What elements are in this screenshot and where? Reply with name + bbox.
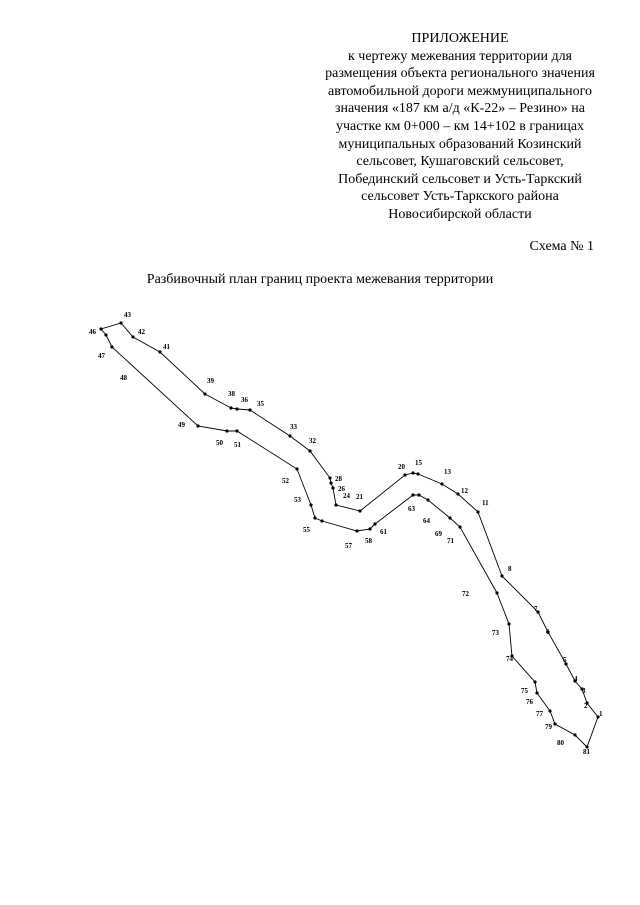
boundary-vertex (373, 522, 376, 525)
vertex-label: 49 (178, 421, 185, 429)
vertex-label: 38 (228, 390, 235, 398)
vertex-label: 46 (89, 328, 96, 336)
vertex-label: 3 (582, 687, 586, 695)
vertex-label: 7 (534, 605, 538, 613)
header-line: сельсовет, Кушаговский сельсовет, (356, 154, 564, 170)
boundary-vertex (553, 722, 556, 725)
vertex-label: 55 (303, 526, 310, 534)
boundary-vertex (235, 407, 238, 410)
boundary-vertex (456, 492, 459, 495)
vertex-label: 2 (584, 702, 588, 710)
vertex-label: 4 (574, 675, 578, 683)
header-line: сельсовет Усть-Таркского района (361, 189, 559, 205)
vertex-label: 58 (365, 537, 372, 545)
vertex-label: 35 (257, 400, 264, 408)
vertex-label: 39 (207, 377, 214, 385)
boundary-vertex (417, 493, 420, 496)
boundary-vertex (448, 516, 451, 519)
boundary-vertex (99, 327, 102, 330)
boundary-vertex (573, 733, 576, 736)
vertex-label: 41 (163, 343, 170, 351)
boundary-vertex (507, 622, 510, 625)
boundary-vertex (313, 516, 316, 519)
boundary-polygon (101, 323, 598, 747)
vertex-label: 33 (290, 423, 297, 431)
header-line: ПРИЛОЖЕНИЕ (411, 31, 509, 46)
boundary-vertex (358, 509, 361, 512)
vertex-label: 57 (345, 542, 352, 550)
boundary-vertex (308, 449, 311, 452)
boundary-vertex (476, 510, 479, 513)
vertex-label: 43 (124, 311, 131, 319)
vertex-label: 53 (294, 496, 301, 504)
boundary-vertex (440, 482, 443, 485)
vertex-label: 48 (120, 374, 127, 382)
boundary-vertex (334, 503, 337, 506)
vertex-label: 74 (506, 655, 513, 663)
boundary-vertex (500, 574, 503, 577)
boundary-vertex (533, 680, 536, 683)
vertex-label: 51 (234, 441, 241, 449)
header-line: муниципальных образований Козинский (338, 136, 582, 152)
boundary-vertex (225, 429, 228, 432)
vertex-label: 12 (461, 487, 468, 495)
boundary-vertex (331, 486, 334, 489)
vertex-label: 71 (447, 537, 454, 545)
vertex-label: 61 (380, 528, 387, 536)
boundary-vertex (131, 335, 134, 338)
boundary-vertex (416, 472, 419, 475)
vertex-label: 32 (309, 437, 316, 445)
header-line: автомобильной дороги межмуниципального (328, 83, 592, 99)
vertex-label: 28 (335, 475, 342, 483)
boundary-vertex (320, 519, 323, 522)
boundary-vertex (411, 471, 414, 474)
boundary-vertex (328, 476, 331, 479)
boundary-vertex (110, 345, 113, 348)
vertex-label: 72 (462, 590, 469, 598)
vertex-label: 80 (557, 739, 564, 747)
boundary-vertex (458, 525, 461, 528)
header-line: значения «187 км а/д «К-22» – Резино» на (335, 101, 585, 117)
boundary-vertex (426, 498, 429, 501)
vertex-label: 13 (444, 468, 451, 476)
vertex-label: 50 (216, 439, 223, 447)
boundary-vertex (119, 321, 122, 324)
header-line: участке км 0+000 – км 14+102 в границах (335, 118, 585, 134)
boundary-vertex (203, 392, 206, 395)
boundary-vertex (411, 493, 414, 496)
vertex-label: 15 (415, 459, 422, 467)
vertex-label: 75 (521, 687, 528, 695)
vertex-label: 20 (398, 463, 405, 471)
vertex-label: 63 (408, 505, 415, 513)
vertex-label: 21 (356, 493, 363, 501)
vertex-label: 11 (482, 499, 489, 507)
vertex-label: 52 (282, 477, 289, 485)
vertex-label: 77 (536, 710, 543, 718)
vertex-label: 64 (423, 517, 430, 525)
vertex-label: 81 (583, 748, 590, 756)
boundary-vertex (295, 467, 298, 470)
boundary-vertex (535, 691, 538, 694)
vertex-label: 8 (508, 565, 512, 573)
header-line: к чертежу межевания территории для (347, 48, 572, 64)
header-line: размещения объекта регионального значения (325, 66, 595, 82)
scheme-number: Схема № 1 (529, 239, 594, 254)
boundary-vertex (288, 434, 291, 437)
vertex-label: 73 (492, 629, 499, 637)
vertex-label: 26 (338, 485, 345, 493)
vertex-label: 1 (599, 710, 603, 718)
vertex-label: 24 (343, 492, 350, 500)
boundary-vertex (229, 406, 232, 409)
boundary-vertex (403, 473, 406, 476)
boundary-vertex (309, 503, 312, 506)
header-line: Новосибирской области (388, 206, 532, 222)
vertex-label: 76 (526, 698, 533, 706)
boundary-vertex (495, 591, 498, 594)
vertex-label: 69 (435, 530, 442, 538)
boundary-vertex (548, 709, 551, 712)
plan-title: Разбивочный план границ проекта межевания территории (146, 272, 494, 287)
vertex-label: 47 (98, 352, 105, 360)
vertex-labels (89, 311, 603, 756)
boundary-vertex (368, 527, 371, 530)
boundary-vertex (158, 350, 161, 353)
vertex-label: 36 (241, 396, 248, 404)
boundary-vertex (248, 408, 251, 411)
boundary-vertex (329, 481, 332, 484)
boundary-vertex (104, 333, 107, 336)
boundary-vertices (99, 321, 599, 748)
vertex-label: 42 (138, 328, 145, 336)
boundary-vertex (235, 429, 238, 432)
boundary-vertex (355, 529, 358, 532)
vertex-label: 5 (563, 656, 567, 664)
vertex-label: 79 (545, 723, 552, 731)
header-line: Побединский сельсовет и Усть-Таркский (338, 171, 582, 187)
vertex-label: 6 (546, 628, 550, 636)
boundary-vertex (196, 424, 199, 427)
